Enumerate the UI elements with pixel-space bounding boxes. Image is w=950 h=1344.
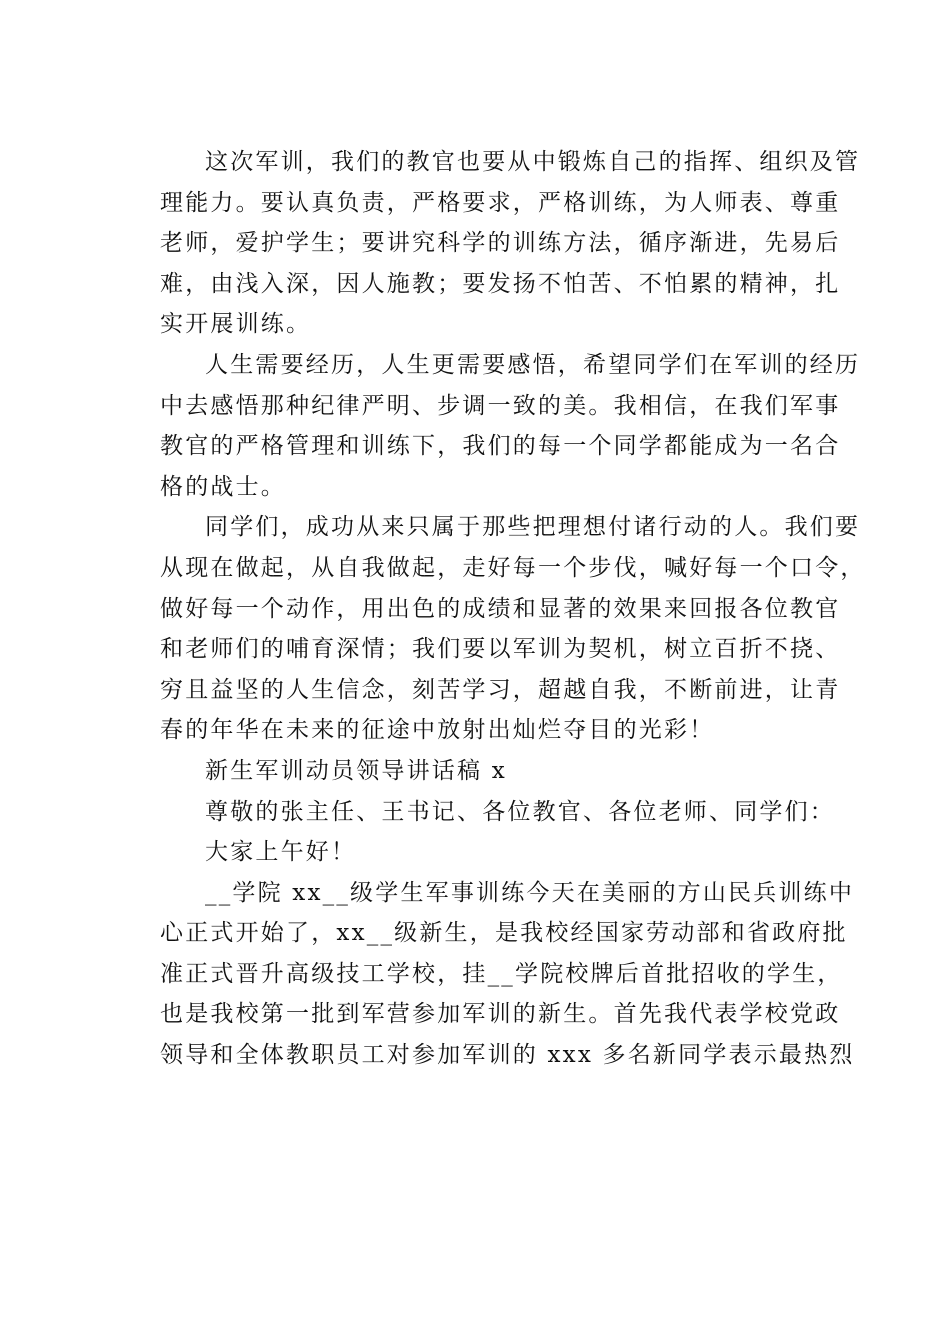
- greeting-text: 大家上午好！: [205, 839, 357, 866]
- text-line: 领导和全体教职员工对参加军训的 xxx 多名新同学表示最热烈: [160, 1042, 855, 1069]
- text-line: 理能力。要认真负责，严格要求，严格训练，为人师表、尊重: [160, 189, 841, 216]
- greeting: [114, 832, 826, 873]
- text-line: 这次军训，我们的教官也要从中锻炼自己的指挥、组织及管: [205, 149, 861, 175]
- text-line: __学院 xx__级学生军事训练今天在美丽的方山民兵训练中: [205, 879, 855, 906]
- section-title: [114, 751, 826, 792]
- text-line: 和老师们的哺育深情；我们要以军训为契机，树立百折不挠、: [160, 636, 841, 663]
- paragraph-call-to-action: [114, 507, 866, 751]
- text-line: 老师，爱护学生；要讲究科学的训练方法，循序渐进，先易后: [160, 230, 841, 257]
- paragraph-instructor-duties: [114, 142, 861, 345]
- text-line: 格的战士。: [160, 473, 286, 500]
- salutation-text: 尊敬的张主任、王书记、各位教官、各位老师、同学们：: [205, 798, 835, 825]
- text-line: 准正式晋升高级技工学校，挂__学院校牌后首批招收的学生，: [160, 960, 843, 987]
- document-body: [114, 142, 866, 1076]
- text-line: 做好每一个动作，用出色的成绩和显著的效果来回报各位教官: [160, 595, 841, 622]
- paragraph-life-experience: [114, 345, 861, 507]
- text-line: 中去感悟那种纪律严明、步调一致的美。我相信，在我们军事: [160, 392, 841, 419]
- section-title-text: 新生军训动员领导讲话稿 x: [205, 757, 507, 784]
- text-line: 也是我校第一批到军营参加军训的新生。首先我代表学校党政: [160, 1001, 841, 1028]
- text-line: 心正式开始了，xx__级新生，是我校经国家劳动部和省政府批: [160, 920, 848, 947]
- text-line: 难，由浅入深，因人施教；要发扬不怕苦、不怕累的精神，扎: [160, 270, 841, 297]
- text-line: 从现在做起，从自我做起，走好每一个步伐，喊好每一个口令，: [160, 554, 866, 581]
- salutation: [114, 792, 835, 833]
- text-line: 人生需要经历，人生更需要感悟，希望同学们在军训的经历: [205, 351, 861, 378]
- text-line: 教官的严格管理和训练下，我们的每一个同学都能成为一名合: [160, 433, 841, 460]
- text-line: 实开展训练。: [160, 311, 312, 338]
- paragraph-opening: [114, 873, 855, 1076]
- text-line: 穷且益坚的人生信念，刻苦学习，超越自我，不断前进，让青: [160, 676, 841, 703]
- text-line: 春的年华在未来的征途中放射出灿烂夺目的光彩！: [160, 717, 715, 744]
- text-line: 同学们，成功从来只属于那些把理想付诸行动的人。我们要: [205, 514, 861, 541]
